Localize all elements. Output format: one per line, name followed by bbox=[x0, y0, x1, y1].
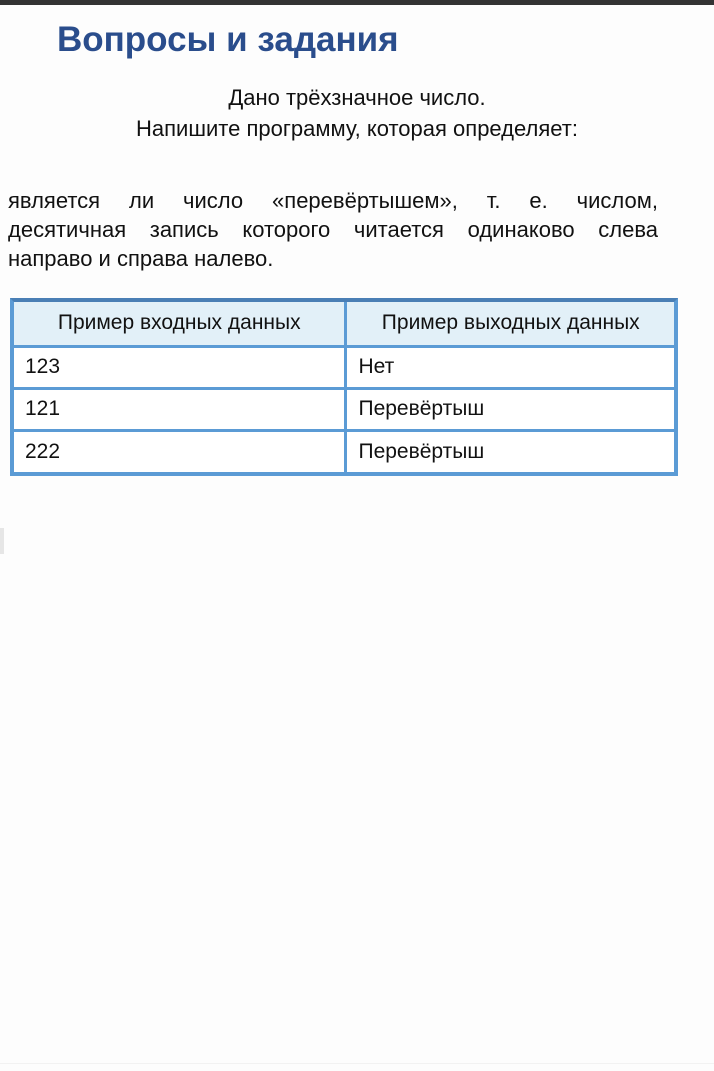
cell-input: 222 bbox=[14, 430, 346, 472]
task-line-2: десятичная запись которого читается одинаково слева bbox=[8, 217, 658, 242]
page-title: Вопросы и задания bbox=[57, 20, 399, 59]
task-line-1: является ли число «перевёртышем», т. е. числом, bbox=[8, 188, 658, 213]
intro-line-2: Напишите программу, которая определяет: bbox=[136, 116, 578, 141]
table-row bbox=[14, 346, 674, 388]
header-output-column: Пример выходных данных bbox=[346, 302, 674, 346]
cell-output: Перевёртыш bbox=[346, 388, 674, 430]
cell-output: Перевёртыш bbox=[346, 430, 674, 472]
cell-input: 123 bbox=[14, 346, 346, 388]
header-input-column: Пример входных данных bbox=[14, 302, 346, 346]
example-table bbox=[10, 298, 678, 476]
table-row bbox=[14, 388, 674, 430]
example-table-grid bbox=[14, 302, 674, 472]
task-line-3: направо и справа налево. bbox=[8, 246, 274, 271]
table-header-row bbox=[14, 302, 674, 346]
intro-line-1: Дано трёхзначное число. bbox=[228, 85, 486, 110]
intro-text-block bbox=[0, 82, 714, 144]
table-row bbox=[14, 430, 674, 472]
bottom-edge-line bbox=[0, 1063, 714, 1064]
cell-input: 121 bbox=[14, 388, 346, 430]
task-description bbox=[8, 186, 658, 273]
cell-output: Нет bbox=[346, 346, 674, 388]
top-edge-bar bbox=[0, 0, 714, 5]
scan-edge-artifact bbox=[0, 528, 4, 554]
